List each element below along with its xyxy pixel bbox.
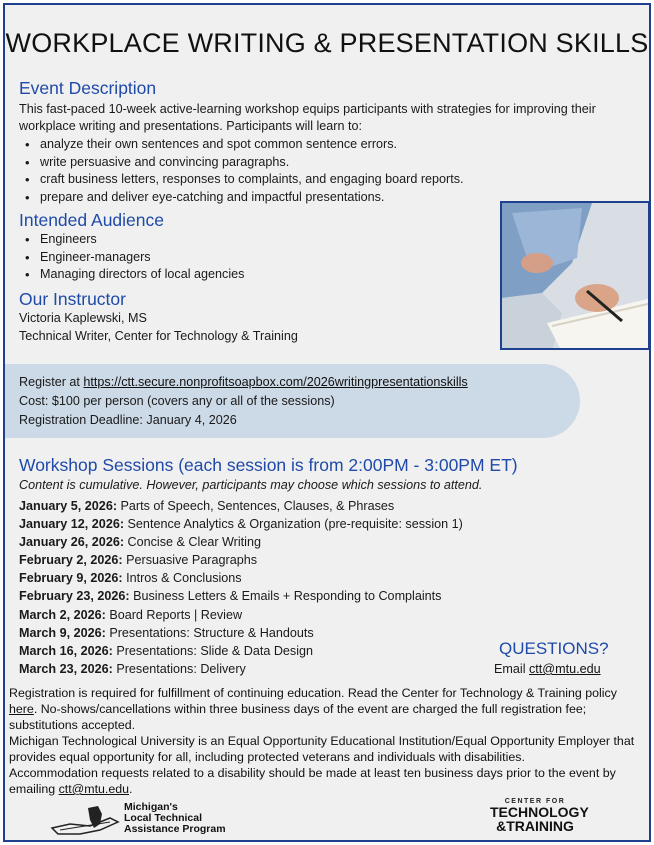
footer-text <box>9 685 645 797</box>
event-bullets <box>22 136 464 206</box>
session-row <box>19 515 463 533</box>
session-row <box>19 624 463 642</box>
policy-paragraph <box>9 685 645 733</box>
session-date: March 9, 2026: <box>19 625 106 640</box>
session-date: February 2, 2026: <box>19 553 123 568</box>
page-title: WORKPLACE WRITING & PRESENTATION SKILLS <box>5 28 649 58</box>
writing-hand-photo <box>500 201 650 350</box>
list-item: • write persuasive and convincing paragraphs. <box>22 154 464 172</box>
session-date: January 5, 2026: <box>19 499 118 513</box>
instructor-name: Victoria Kaplewski, MS <box>19 311 147 325</box>
sessions-note: Content is cumulative. However, participants may choose which sessions to attend. <box>19 478 483 492</box>
session-topic: Concise & Clear Writing <box>127 535 261 550</box>
registration-deadline: Registration Deadline: January 4, 2026 <box>19 413 237 427</box>
policy-link[interactable]: here <box>9 702 34 716</box>
eeo-paragraph: Michigan Technological University is an Equal Opportunity Educational Institution/Equal Opportunity Employer that provides equal opportunity for all, including protected veterans and individuals with disabilities. <box>9 734 635 764</box>
session-topic: Parts of Speech, Sentences, Clauses, & Phrases <box>120 499 395 513</box>
policy-text: Registration is required for fulfillment of continuing education. Read the Center for Technology & Training policy <box>9 686 617 700</box>
instructor-heading: Our Instructor <box>19 289 126 309</box>
list-item: • Engineer-managers <box>22 249 244 267</box>
questions-heading: QUESTIONS? <box>499 639 609 658</box>
instructor-role: Technical Writer, Center for Technology & Training <box>19 329 298 343</box>
session-date: March 23, 2026: <box>19 661 113 676</box>
accommodation-email-link[interactable]: ctt@mtu.edu <box>58 782 130 796</box>
session-row <box>19 606 463 624</box>
session-date: February 23, 2026: <box>19 589 130 604</box>
questions-email-link[interactable]: ctt@mtu.edu <box>529 662 601 676</box>
list-item: • analyze their own sentences and spot common sentence errors. <box>22 136 464 154</box>
list-item: • craft business letters, responses to complaints, and engaging board reports. <box>22 171 464 189</box>
registration-line <box>19 374 468 391</box>
audience-list <box>22 231 244 284</box>
ltap-logo <box>50 802 240 838</box>
ctt-logo-line: TECHNOLOGY <box>490 804 589 820</box>
event-heading: Event Description <box>19 78 157 98</box>
session-row <box>19 551 463 569</box>
session-row <box>19 660 463 678</box>
accommodation-text-end: . <box>129 782 133 796</box>
policy-text-end: . No-shows/cancellations within three business days of the event are charged the full registration fee; substitutions accepted. <box>9 702 587 732</box>
session-topic: Presentations: Delivery <box>116 661 246 676</box>
registration-cost: Cost: $100 per person (covers any or all of the sessions) <box>19 394 335 408</box>
session-topic: Presentations: Slide & Data Design <box>116 643 314 658</box>
ctt-logo-line: CENTER FOR <box>504 798 566 805</box>
list-item: • Engineers <box>22 231 244 249</box>
list-item: • Managing directors of local agencies <box>22 266 244 284</box>
session-date: February 9, 2026: <box>19 571 123 586</box>
questions-email <box>494 662 601 676</box>
register-prefix: Register at <box>19 375 84 389</box>
sessions-list <box>19 497 463 678</box>
session-topic: Business Letters & Emails + Responding to Complaints <box>133 589 442 604</box>
session-date: January 26, 2026: <box>19 535 125 550</box>
session-topic: Intros & Conclusions <box>126 571 242 586</box>
michigan-map-icon <box>50 804 120 838</box>
session-topic: Board Reports | Review <box>109 607 243 622</box>
ltap-logo-line: Michigan's <box>124 801 178 813</box>
ctt-logo <box>490 798 589 838</box>
accommodation-text: Accommodation requests related to a disability should be made at least ten business days prior to the event by emailing <box>9 766 616 796</box>
sessions-heading: Workshop Sessions (each session is from 2:00PM - 3:00PM ET) <box>19 455 518 475</box>
session-row <box>19 497 463 515</box>
session-row <box>19 587 463 605</box>
session-date: March 16, 2026: <box>19 643 113 658</box>
ltap-logo-line: Local Technical <box>124 812 202 824</box>
ltap-logo-line: Assistance Program <box>124 823 226 835</box>
event-description: This fast-paced 10-week active-learning workshop equips participants with strategies for improving their workplace writing and presentations. Participants will learn to: <box>19 102 596 133</box>
registration-link[interactable]: https://ctt.secure.nonprofitsoapbox.com/2026writingpresentationskills <box>83 375 468 389</box>
session-topic: Persuasive Paragraphs <box>126 553 258 568</box>
list-item: • prepare and deliver eye-catching and impactful presentations. <box>22 189 464 207</box>
accommodation-paragraph <box>9 765 645 797</box>
session-row <box>19 642 463 660</box>
email-prefix: Email <box>494 662 529 676</box>
session-date: January 12, 2026: <box>19 517 125 532</box>
session-date: March 2, 2026: <box>19 607 106 622</box>
session-topic: Sentence Analytics & Organization (pre-requisite: session 1) <box>127 517 463 532</box>
audience-heading: Intended Audience <box>19 210 164 230</box>
session-topic: Presentations: Structure & Handouts <box>109 625 314 640</box>
session-row <box>19 533 463 551</box>
ctt-logo-line: &TRAINING <box>496 818 574 834</box>
session-row <box>19 569 463 587</box>
